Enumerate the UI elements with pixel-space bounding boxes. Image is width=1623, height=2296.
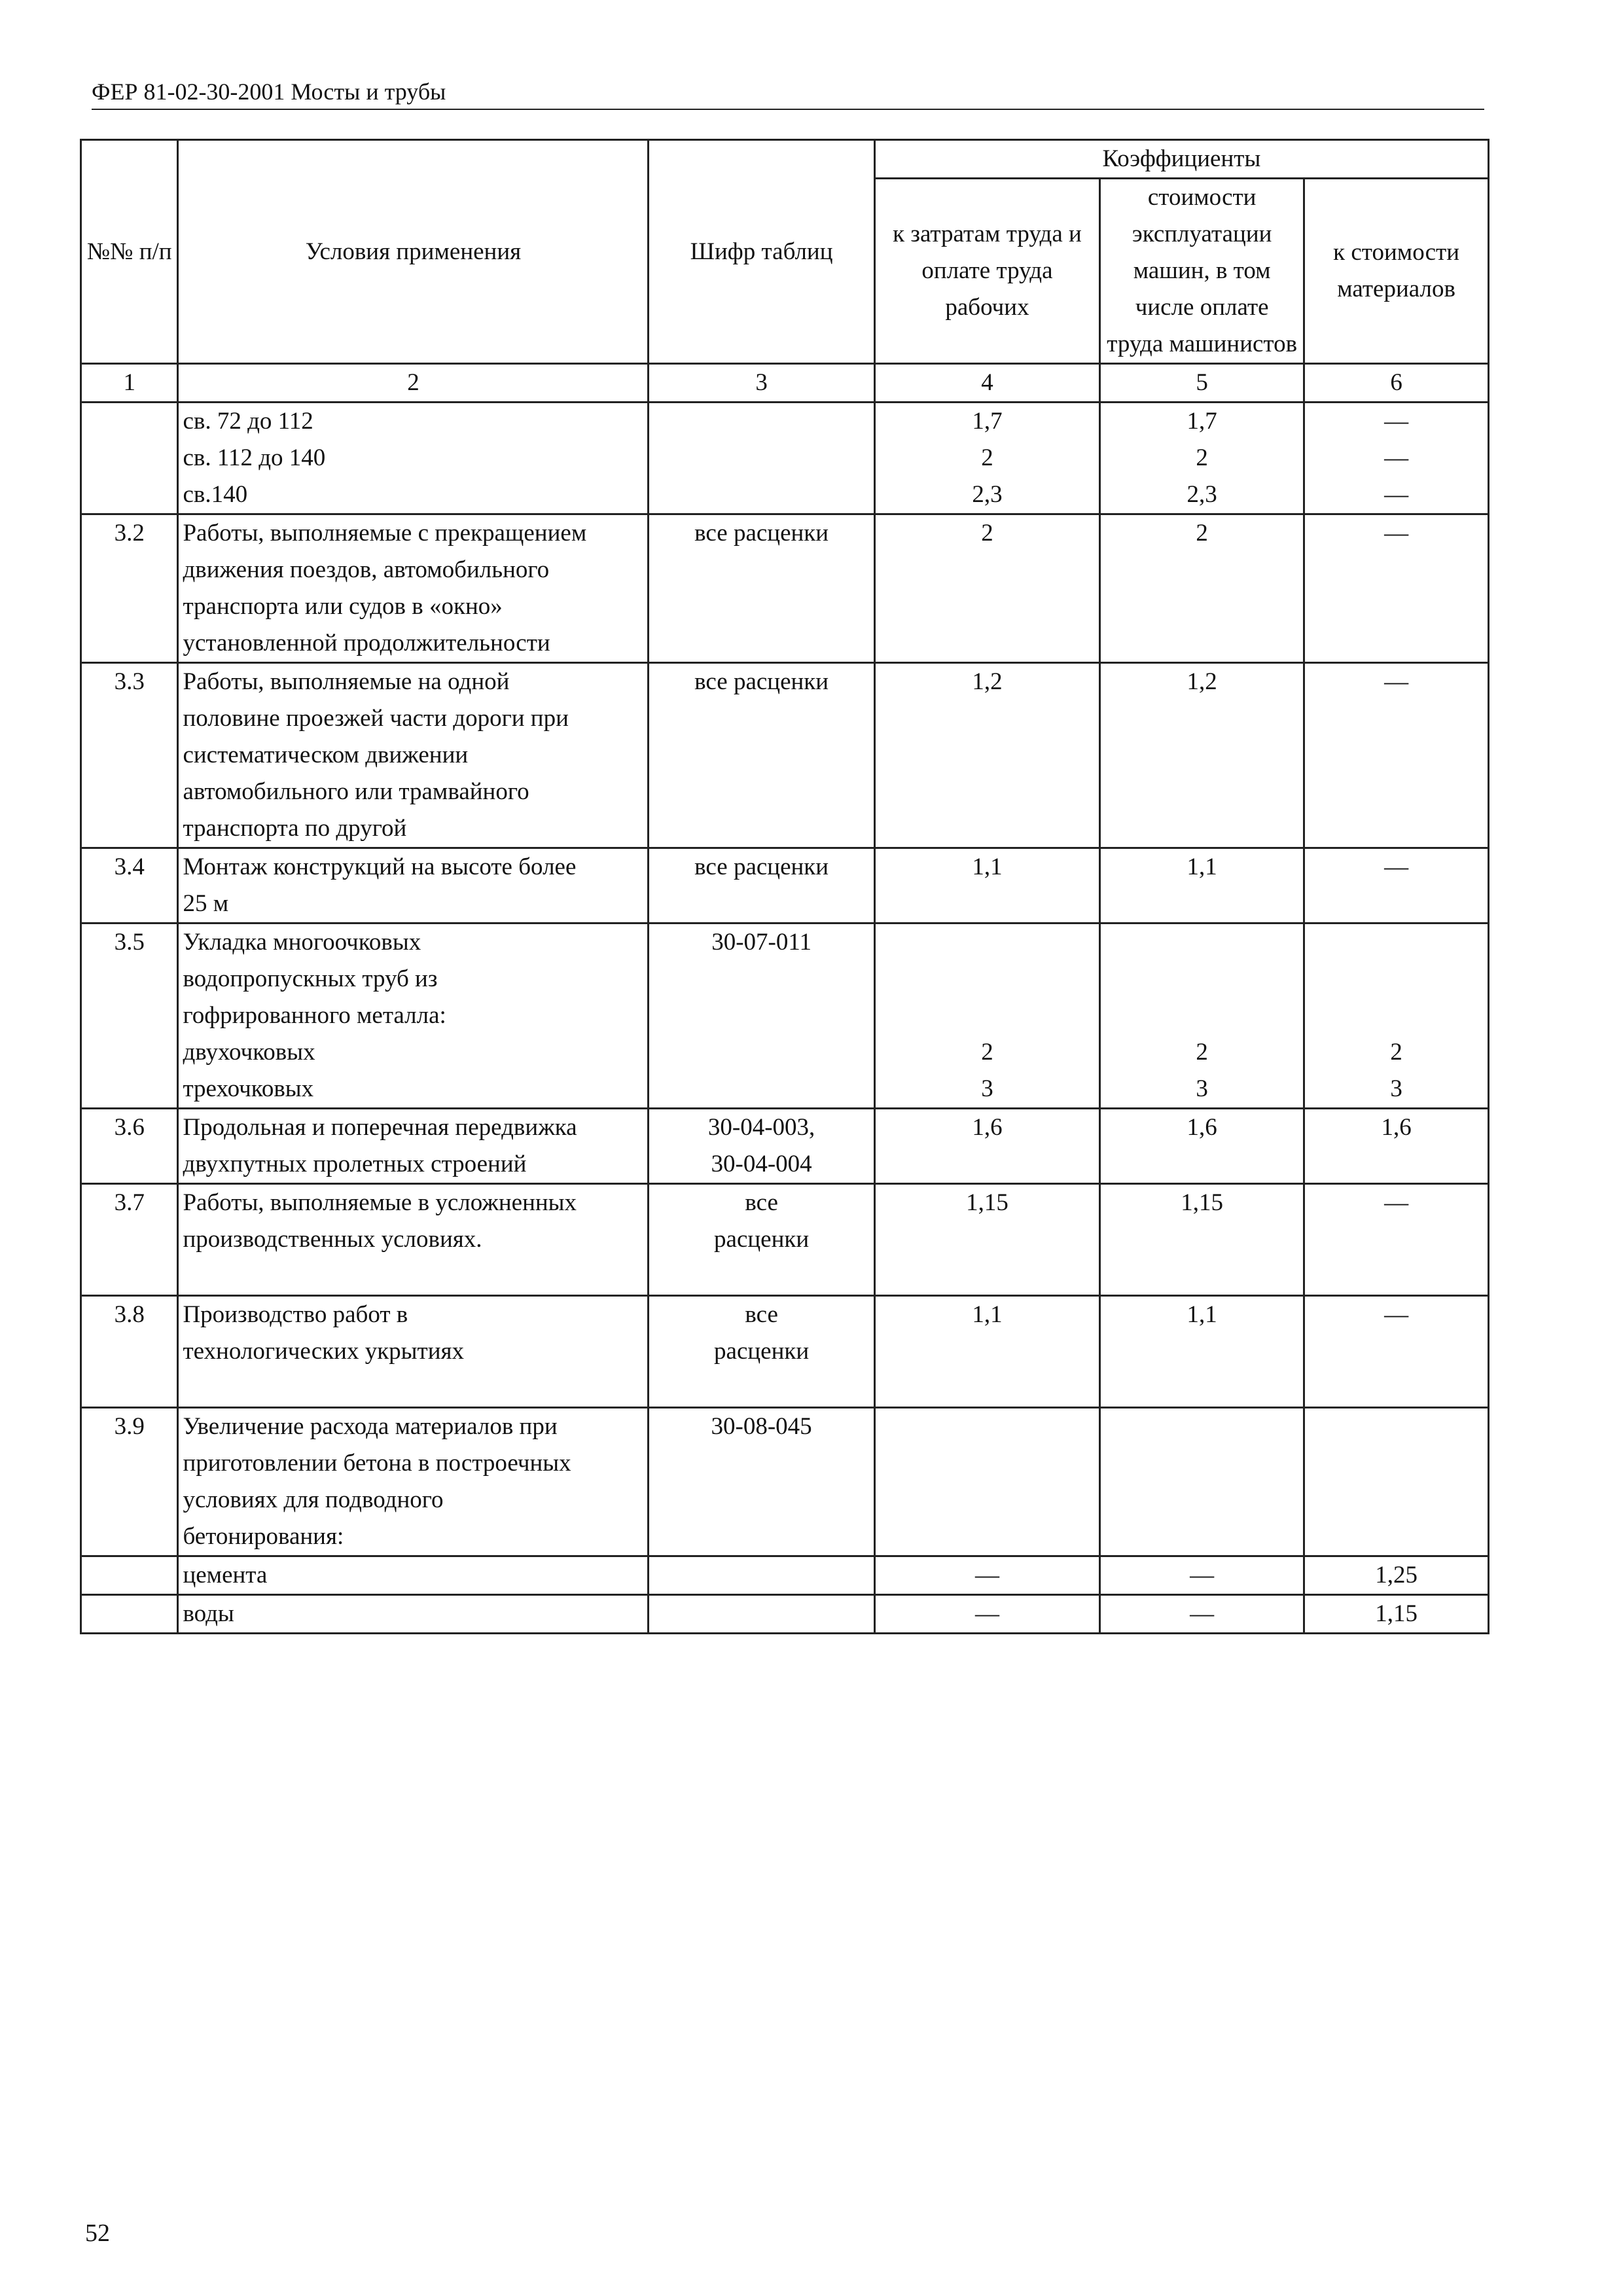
cell-conditions-line: производственных условиях. (183, 1226, 482, 1253)
table-row (81, 1296, 1489, 1408)
cell-code-line: 30-04-003, (707, 1114, 815, 1141)
table-body (81, 403, 1489, 1634)
cell-materials-line: — (1384, 520, 1409, 547)
cell-conditions-line: Производство работ в (183, 1301, 408, 1328)
cell-conditions-line: Работы, выполняемые в усложненных (183, 1189, 577, 1216)
header-machines: стоимости эксплуатации машин, в том числе оплате труда машинистов (1100, 179, 1304, 364)
table-row (81, 1184, 1489, 1296)
cell-machines (1100, 1556, 1304, 1595)
cell-materials-line: 1,15 (1375, 1600, 1418, 1627)
cell-num: 3.2 (81, 514, 178, 663)
cell-materials-line: — (1384, 408, 1409, 435)
cell-materials-line: — (1384, 1189, 1409, 1216)
table-row (81, 1595, 1489, 1634)
page-number: 52 (85, 2219, 110, 2247)
cell-conditions-line: бетонирования: (183, 1523, 344, 1550)
cell-conditions-line: автомобильного или трамвайного (183, 778, 529, 805)
cell-code-line: все расценки (694, 668, 829, 695)
cell-num: 3.7 (81, 1184, 178, 1296)
cell-labor-line: 1,1 (972, 853, 1003, 880)
cell-conditions-line: трехочковых (183, 1075, 314, 1102)
table-row (81, 1556, 1489, 1595)
cell-code (649, 1184, 874, 1296)
cell-labor-line: 2 (981, 520, 993, 547)
cell-code-line: все (745, 1189, 778, 1216)
cell-machines-line (1105, 961, 1299, 997)
cell-code (649, 663, 874, 848)
cell-conditions (178, 1109, 649, 1184)
header-code: Шифр таблиц (649, 140, 874, 364)
cell-machines-line: 3 (1196, 1075, 1208, 1102)
cell-machines-line: 1,6 (1186, 1114, 1217, 1141)
cell-machines-line: — (1190, 1562, 1215, 1588)
cell-conditions-line: движения поездов, автомобильного (183, 556, 550, 583)
cell-materials-line: 3 (1390, 1075, 1402, 1102)
table-row (81, 1109, 1489, 1184)
header-coefficients: Коэффициенты (874, 140, 1488, 179)
cell-code (649, 1595, 874, 1634)
cell-conditions (178, 1595, 649, 1634)
cell-labor-line: 3 (981, 1075, 993, 1102)
cell-materials (1304, 663, 1489, 848)
cell-code (649, 1556, 874, 1595)
cell-labor (874, 1408, 1099, 1556)
cell-machines (1100, 1109, 1304, 1184)
cell-labor (874, 1296, 1099, 1408)
cell-code (649, 1109, 874, 1184)
cell-conditions-line: св.140 (183, 481, 248, 508)
cell-conditions (178, 663, 649, 848)
cell-code-line: все расценки (694, 520, 829, 547)
coefficients-table (80, 139, 1489, 1634)
cell-materials-line: — (1384, 668, 1409, 695)
cell-conditions-line: св. 112 до 140 (183, 444, 326, 471)
cell-conditions-line: воды (183, 1600, 234, 1627)
cell-code-line: все расценки (694, 853, 829, 880)
table-row (81, 1408, 1489, 1556)
cell-conditions-line: двухпутных пролетных строений (183, 1151, 527, 1177)
cell-machines-line: 1,1 (1186, 853, 1217, 880)
cell-conditions (178, 1184, 649, 1296)
cell-num: 3.8 (81, 1296, 178, 1408)
cell-code-line: 30-04-004 (711, 1151, 812, 1177)
column-number: 5 (1100, 364, 1304, 403)
cell-labor-line (880, 961, 1095, 997)
cell-conditions (178, 514, 649, 663)
cell-conditions (178, 1556, 649, 1595)
header-num: №№ п/п (81, 140, 178, 364)
table-row (81, 514, 1489, 663)
cell-labor (874, 924, 1099, 1109)
table-row (81, 924, 1489, 1109)
header-materials: к стоимости материалов (1304, 179, 1489, 364)
cell-code (649, 514, 874, 663)
cell-machines-line: 2 (1196, 444, 1208, 471)
cell-conditions-line: Укладка многоочковых (183, 929, 421, 956)
page-header: ФЕР 81-02-30-2001 Мосты и трубы (92, 77, 1484, 110)
cell-code-line: 30-07-011 (711, 929, 812, 956)
cell-machines-line: 1,2 (1186, 668, 1217, 695)
cell-conditions-line: технологических укрытиях (183, 1338, 465, 1365)
cell-materials-line (1309, 924, 1484, 961)
cell-labor (874, 1109, 1099, 1184)
cell-materials-line: — (1384, 444, 1409, 471)
cell-labor (874, 1184, 1099, 1296)
cell-conditions-line: водопропускных труб из (183, 965, 438, 992)
cell-conditions-line: Работы, выполняемые на одной (183, 668, 510, 695)
cell-materials (1304, 514, 1489, 663)
cell-conditions-line (183, 1370, 643, 1407)
cell-code-line: расценки (714, 1338, 810, 1365)
cell-code-line (653, 1596, 869, 1632)
cell-num: 3.3 (81, 663, 178, 848)
cell-labor-line: 1,15 (966, 1189, 1008, 1216)
cell-code (649, 1296, 874, 1408)
cell-machines (1100, 1296, 1304, 1408)
cell-materials (1304, 1296, 1489, 1408)
cell-labor-line (880, 924, 1095, 961)
cell-labor-line: 2,3 (972, 481, 1003, 508)
column-number: 6 (1304, 364, 1489, 403)
column-number: 4 (874, 364, 1099, 403)
cell-conditions-line (183, 1258, 643, 1295)
table-header (81, 140, 1489, 403)
column-number: 3 (649, 364, 874, 403)
cell-code (649, 848, 874, 924)
cell-labor (874, 1556, 1099, 1595)
cell-materials-line (1309, 997, 1484, 1034)
cell-materials (1304, 1595, 1489, 1634)
header-labor: к затратам труда и оплате труда рабочих (874, 179, 1099, 364)
cell-code-line (653, 403, 869, 440)
cell-machines-line: 1,7 (1186, 408, 1217, 435)
cell-materials (1304, 848, 1489, 924)
column-number: 2 (178, 364, 649, 403)
cell-num: 3.4 (81, 848, 178, 924)
cell-conditions (178, 848, 649, 924)
cell-conditions-line: транспорта или судов в «окно» (183, 593, 503, 620)
cell-code-line: все (745, 1301, 778, 1328)
cell-machines-line: 2 (1196, 1039, 1208, 1066)
cell-conditions (178, 924, 649, 1109)
cell-num (81, 1556, 178, 1595)
cell-materials-line: 1,6 (1381, 1114, 1412, 1141)
cell-machines (1100, 514, 1304, 663)
cell-machines-line: 1,15 (1181, 1189, 1224, 1216)
cell-conditions-line: Работы, выполняемые с прекращением (183, 520, 587, 547)
cell-conditions-line: Продольная и поперечная передвижка (183, 1114, 577, 1141)
column-numbers-row (81, 364, 1489, 403)
cell-materials (1304, 924, 1489, 1109)
cell-conditions (178, 1408, 649, 1556)
cell-materials-line: 1,25 (1375, 1562, 1418, 1588)
cell-materials-line: — (1384, 1301, 1409, 1328)
cell-labor (874, 1595, 1099, 1634)
cell-conditions (178, 1296, 649, 1408)
cell-machines-line (1105, 997, 1299, 1034)
cell-labor-line: — (974, 1600, 999, 1627)
cell-labor-line: 1,7 (972, 408, 1003, 435)
cell-materials-line: — (1384, 853, 1409, 880)
cell-num: 3.6 (81, 1109, 178, 1184)
cell-machines-line: 2,3 (1186, 481, 1217, 508)
cell-machines (1100, 924, 1304, 1109)
cell-code (649, 403, 874, 514)
cell-num (81, 403, 178, 514)
cell-conditions-line: транспорта по другой (183, 815, 407, 842)
cell-machines (1100, 1595, 1304, 1634)
cell-code-line: расценки (714, 1226, 810, 1253)
cell-materials (1304, 1109, 1489, 1184)
cell-machines (1100, 1184, 1304, 1296)
cell-machines-line (1105, 1408, 1299, 1445)
cell-machines (1100, 848, 1304, 924)
cell-num: 3.9 (81, 1408, 178, 1556)
cell-conditions-line: приготовлении бетона в построечных (183, 1450, 571, 1477)
cell-materials (1304, 403, 1489, 514)
cell-labor-line: 1,2 (972, 668, 1003, 695)
table-row (81, 663, 1489, 848)
cell-labor (874, 514, 1099, 663)
cell-num (81, 1595, 178, 1634)
cell-conditions-line: половине проезжей части дороги при (183, 705, 569, 732)
cell-machines (1100, 403, 1304, 514)
cell-conditions-line: Монтаж конструкций на высоте более (183, 853, 577, 880)
cell-code (649, 1408, 874, 1556)
cell-conditions-line: двухочковых (183, 1039, 315, 1066)
cell-machines-line: 2 (1196, 520, 1208, 547)
cell-conditions (178, 403, 649, 514)
cell-conditions-line: цемента (183, 1562, 268, 1588)
cell-conditions-line: гофрированного металла: (183, 1002, 446, 1029)
cell-conditions-line: 25 м (183, 890, 229, 917)
table-row (81, 848, 1489, 924)
cell-materials (1304, 1408, 1489, 1556)
cell-conditions-line: установленной продолжительности (183, 630, 550, 656)
column-number: 1 (81, 364, 178, 403)
cell-num: 3.5 (81, 924, 178, 1109)
cell-labor (874, 403, 1099, 514)
cell-labor (874, 663, 1099, 848)
cell-code-line (653, 1557, 869, 1594)
cell-machines-line: 1,1 (1186, 1301, 1217, 1328)
cell-materials (1304, 1556, 1489, 1595)
cell-materials-line (1309, 961, 1484, 997)
cell-materials-line: — (1384, 481, 1409, 508)
table-row (81, 403, 1489, 514)
cell-labor-line (880, 1408, 1095, 1445)
cell-conditions-line: св. 72 до 112 (183, 408, 313, 435)
cell-code (649, 924, 874, 1109)
cell-labor-line (880, 997, 1095, 1034)
header-conditions: Условия применения (178, 140, 649, 364)
cell-conditions-line: Увеличение расхода материалов при (183, 1413, 558, 1440)
cell-materials (1304, 1184, 1489, 1296)
cell-labor-line: 1,1 (972, 1301, 1003, 1328)
cell-machines (1100, 663, 1304, 848)
cell-machines-line (1105, 924, 1299, 961)
cell-machines-line: — (1190, 1600, 1215, 1627)
cell-machines (1100, 1408, 1304, 1556)
cell-labor-line: 1,6 (972, 1114, 1003, 1141)
cell-labor-line: 2 (981, 1039, 993, 1066)
cell-labor-line: — (974, 1562, 999, 1588)
cell-labor (874, 848, 1099, 924)
cell-conditions-line: условиях для подводного (183, 1486, 444, 1513)
cell-materials-line (1309, 1408, 1484, 1445)
cell-labor-line: 2 (981, 444, 993, 471)
cell-materials-line: 2 (1390, 1039, 1402, 1066)
cell-conditions-line: систематическом движении (183, 742, 469, 768)
cell-code-line: 30-08-045 (711, 1413, 812, 1440)
